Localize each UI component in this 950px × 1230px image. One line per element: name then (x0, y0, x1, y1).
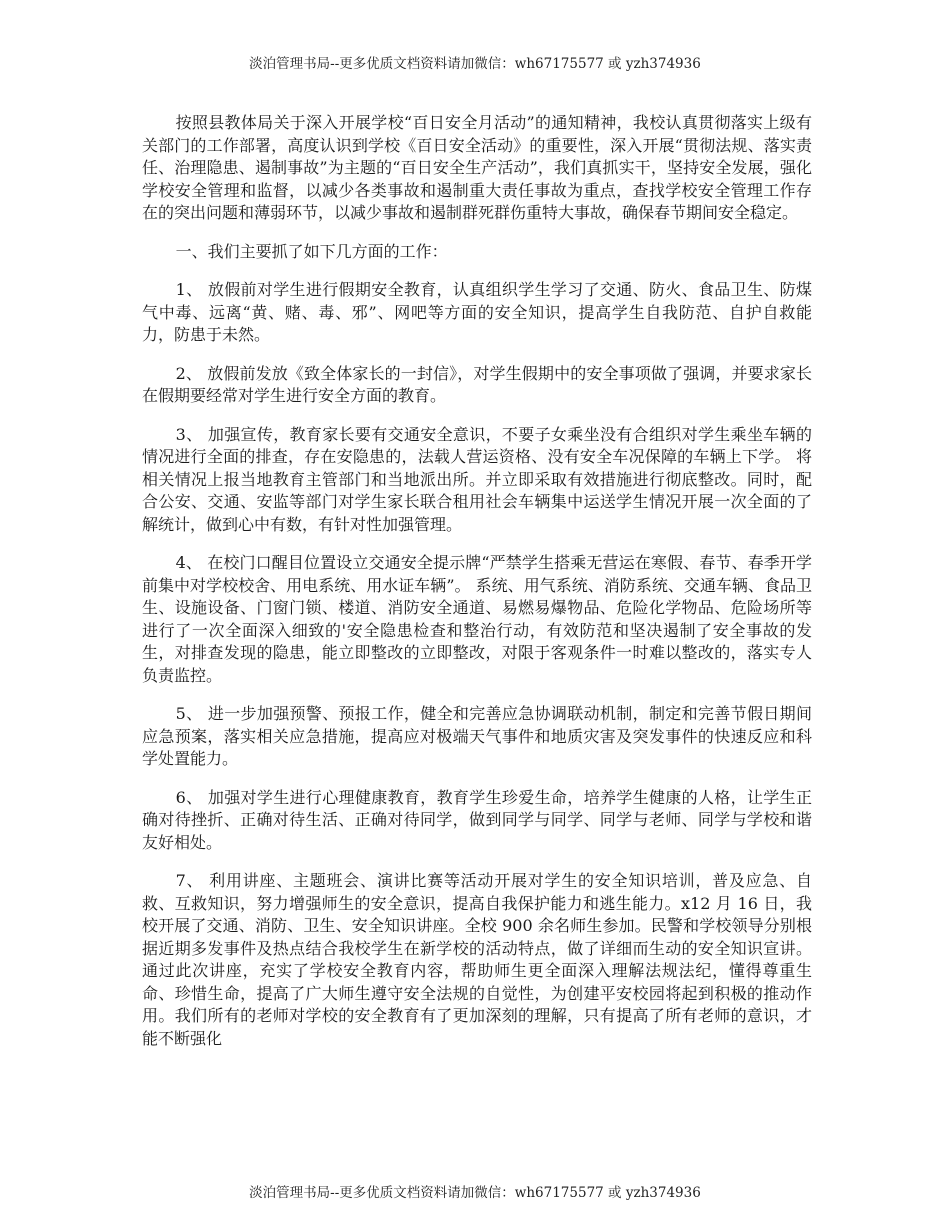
section-heading: 一、我们主要抓了如下几方面的工作： (175, 241, 448, 261)
page-footer: 淡泊管理书局--更多优质文档资料请加微信：wh67175577 或 yzh374936 (249, 1185, 701, 1201)
list-item-3: 3、 加强宣传，教育家长要有交通安全意识，不要子女乘坐没有合组织对学生乘坐车辆的情况进行全面的排查，存在安隐患的，法载人营运资格、没有安全车况保障的车辆上下学。 将相关情况上报当地教育主管部门和当地派出所。并立即采取有效措施进行彻底整改。同时，配合公安、交通、安监等部门对学生家长联合租用社会车辆集中运送学生情况开展一次全面的了解统计，做到心中有数，有针对性加强管理。 (142, 424, 812, 534)
intro-paragraph: 按照县教体局关于深入开展学校“百日安全月活动”的通知精神，我校认真贯彻落实上级有关部门的工作部署，高度认识到学校《百日安全活动》的重要性，深入开展“贯彻法规、落实责任、治理隐患、遏制事故”为主题的“百日安全生产活动”，我们真抓实干，坚持安全发展，强化学校安全管理和监督，以减少各类事故和遏制重大责任事故为重点，查找学校安全管理工作存在的突出问题和薄弱环节，以减少事故和遏制群死群伤重特大事故，确保春节期间安全稳定。 (142, 113, 812, 222)
list-item-7: 7、 利用讲座、主题班会、演讲比赛等活动开展对学生的安全知识培训，普及应急、自救、互救知识，努力增强师生的安全意识，提高自我保护能力和逃生能力。x12 月 16 日，我校开展了交通、消防、卫生、安全知识讲座。全校 900 余名师生参加。民警和学校领导分别根据近期多发事件及热点结合我校学生在新学校的活动特点，做了详细而生动的安全知识宣讲。通过此次讲座，充实了学校安全教育内容，帮助师生更全面深入理解法规法纪，懂得尊重生命、珍惜生命，提高了广大师生遵守安全法规的自觉性，为创建平安校园将起到积极的推动作用。我们所有的老师对学校的安全教育有了更加深刻的理解，只有提高了所有老师的意识，才能不断强化 (142, 871, 812, 1048)
list-item-2: 2、 放假前发放《致全体家长的一封信》，对学生假期中的安全事项做了强调，并要求家长在假期要经常对学生进行安全方面的教育。 (142, 363, 812, 405)
document-body (142, 112, 812, 1066)
page-header: 淡泊管理书局--更多优质文档资料请加微信：wh67175577 或 yzh374936 (249, 56, 701, 72)
list-item-1: 1、 放假前对学生进行假期安全教育，认真组织学生学习了交通、防火、食品卫生、防煤气中毒、远离“黄、赌、毒、邪”、网吧等方面的安全知识，提高学生自我防范、自护自救能力，防患于未然。 (142, 280, 812, 344)
list-item-6: 6、 加强对学生进行心理健康教育，教育学生珍爱生命，培养学生健康的人格，让学生正确对待挫折、正确对待生活、正确对待同学，做到同学与同学、同学与老师、同学与学校和谐友好相处。 (142, 787, 812, 852)
list-item-5: 5、 进一步加强预警、预报工作，健全和完善应急协调联动机制，制定和完善节假日期间应急预案，落实相关应急措施，提高应对极端天气事件和地质灾害及突发事件的快速反应和科学处置能力。 (142, 704, 812, 768)
list-item-4: 4、 在校门口醒目位置设立交通安全提示牌“严禁学生搭乘无营运在寒假、春节、春季开学前集中对学校校舍、用电系统、用水证车辆”。 系统、用气系统、消防系统、交通车辆、食品卫生、设施设备、门窗门锁、楼道、消防安全通道、易燃易爆物品、危险化学物品、危险场所等进行了一次全面深入细致的'安全隐患检查和整治行动，有效防范和坚决遏制了安全事故的发生，对排查发现的隐患，能立即整改的立即整改，对限于客观条件一时难以整改的，落实专人负责监控。 (142, 553, 812, 685)
